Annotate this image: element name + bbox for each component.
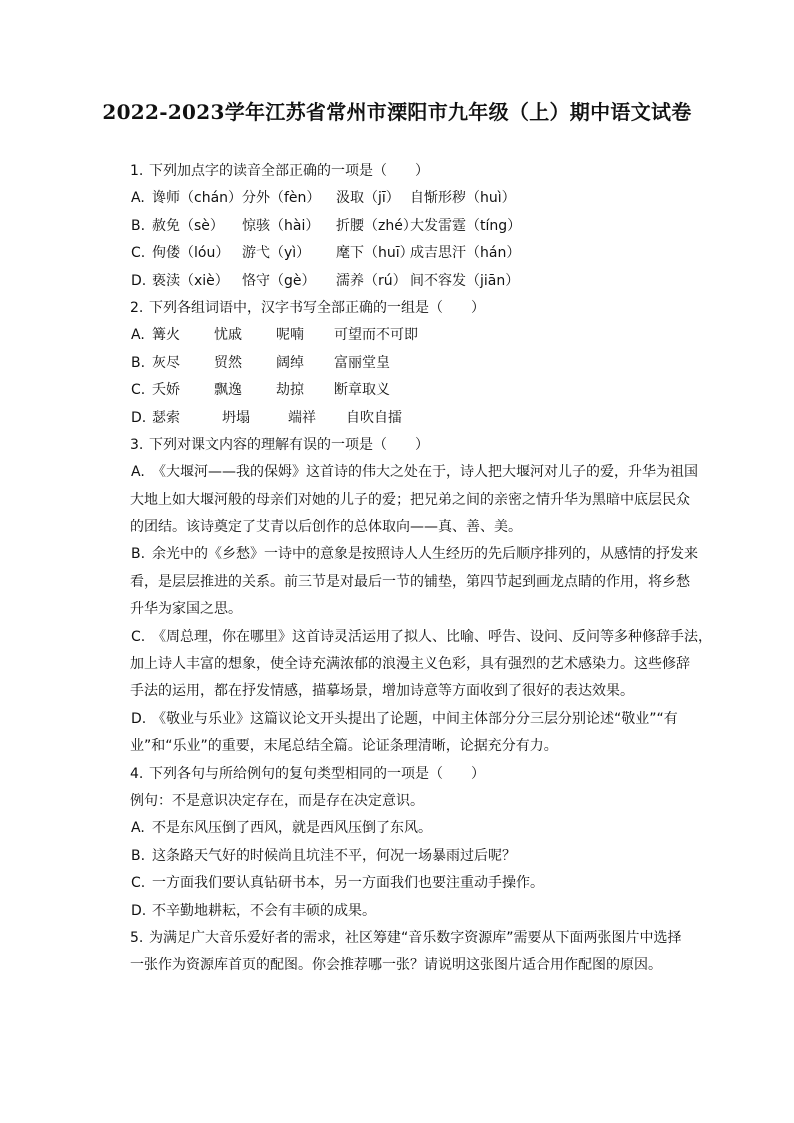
q4-option-b <box>130 843 690 870</box>
option-term: 成吉思汗（hán） <box>410 245 521 262</box>
option-term: 自吹自擂 <box>346 409 402 426</box>
option-term: 惊骇（hài） <box>242 217 320 234</box>
option-term: 大发雷霆（tíng） <box>410 217 522 234</box>
option-text-line: 《大堰河——我的保姆》这首诗的伟大之处在于，诗人把大堰河对儿子的爱，升华为祖国 <box>152 464 698 481</box>
option-letter: B. <box>131 354 146 371</box>
q2-option-c <box>130 377 690 404</box>
option-letter: A. <box>131 190 145 207</box>
option-text: 一方面我们要认真钻研书本，另一方面我们也要注重动手操作。 <box>152 875 544 892</box>
option-letter: C. <box>131 245 146 262</box>
option-term: 麾下（huī） <box>336 245 414 262</box>
option-text: 不辛勤地耕耘，不会有丰硕的成果。 <box>152 902 376 919</box>
option-term: 间不容发（jiān） <box>410 272 520 289</box>
question-3-stem <box>130 432 690 459</box>
option-text: 这条路天气好的时候尚且坑洼不平，何况一场暴雨过后呢？ <box>152 847 516 864</box>
option-term: 灰尽 <box>152 354 180 371</box>
question-number: 4. <box>130 765 144 782</box>
option-term: 分外（fèn） <box>242 190 321 207</box>
question-text: 下列对课文内容的理解有误的一项是（ ） <box>149 436 429 453</box>
option-letter: B. <box>131 546 146 563</box>
option-term: 篝火 <box>152 327 180 344</box>
question-1-stem <box>130 158 690 185</box>
option-letter: B. <box>131 217 146 234</box>
option-letter: A. <box>131 464 145 481</box>
question-text: 下列各句与所给例句的复句类型相同的一项是（ ） <box>149 765 485 782</box>
question-4-stem <box>130 761 690 788</box>
q4-option-a <box>130 815 690 842</box>
option-text-line: 加上诗人丰富的想象，使全诗充满浓郁的浪漫主义色彩，具有强烈的艺术感染力。这些修辞 <box>130 656 690 673</box>
option-term: 忧戚 <box>214 327 242 344</box>
q4-example: 例句：不是意识决定存在，而是存在决定意识。 <box>130 792 424 809</box>
option-term: 劫掠 <box>276 382 304 399</box>
q1-option-c <box>130 240 690 267</box>
option-letter: C. <box>131 382 146 399</box>
option-text: 不是东风压倒了西风，就是西风压倒了东风。 <box>152 820 432 837</box>
option-letter: B. <box>131 847 146 864</box>
q3-option-c <box>130 624 712 706</box>
option-letter: C. <box>131 875 146 892</box>
option-letter: D. <box>131 409 147 426</box>
q4-option-d <box>130 898 690 925</box>
option-text-line: 大地上如大堰河般的母亲们对她的儿子的爱；把兄弟之间的亲密之情升华为黑暗中底层民众 <box>130 491 690 508</box>
question-text: 下列加点字的读音全部正确的一项是（ ） <box>149 163 429 179</box>
option-term: 佝偻（lóu） <box>152 245 230 262</box>
page-title: 2022-2023学年江苏省常州市溧阳市九年级（上）期中语文试卷 <box>102 100 692 124</box>
q4-option-c <box>130 870 690 897</box>
q1-option-a <box>130 185 690 212</box>
q2-option-b <box>130 350 690 377</box>
option-term: 夭娇 <box>152 382 180 399</box>
question-2-stem <box>130 295 690 322</box>
question-5-stem-continued: 一张作为资源库首页的配图。你会推荐哪一张？请说明这张图片适合用作配图的原因。 <box>130 957 662 974</box>
option-text-line: 的团结。该诗奠定了艾青以后创作的总体取向——真、善、美。 <box>130 519 522 536</box>
q1-option-d <box>130 268 690 295</box>
option-text-line: 《周总理，你在哪里》这首诗灵活运用了拟人、比喻、呼告、设问、反问等多种修辞手法， <box>152 628 712 645</box>
option-term: 赦免（sè） <box>152 217 224 234</box>
option-letter: D. <box>131 272 147 289</box>
question-number: 2. <box>130 299 144 316</box>
option-term: 飘逸 <box>214 382 242 399</box>
question-text: 下列各组词语中，汉字书写全部正确的一组是（ ） <box>149 299 485 316</box>
option-term: 汲取（jī） <box>336 190 400 207</box>
q3-option-d <box>130 706 690 761</box>
option-term: 瑟索 <box>152 409 180 426</box>
option-letter: A. <box>131 327 145 344</box>
option-term: 恪守（gè） <box>242 272 316 289</box>
option-term: 濡养（rú） <box>336 272 407 289</box>
option-letter: D. <box>131 710 147 727</box>
option-text-line: 余光中的《乡愁》一诗中的意象是按照诗人人生经历的先后顺序排列的，从感情的抒发来 <box>152 546 698 563</box>
q3-option-b <box>130 541 698 623</box>
option-term: 游弋（yì） <box>242 245 311 262</box>
q2-option-a <box>130 322 690 349</box>
option-letter: D. <box>131 902 147 919</box>
q1-option-b <box>130 213 690 240</box>
option-term: 自惭形秽（huì） <box>410 190 516 207</box>
option-term: 富丽堂皇 <box>334 354 390 371</box>
question-5-stem <box>130 925 690 952</box>
option-letter: C. <box>131 628 146 645</box>
question-number: 5. <box>130 929 144 946</box>
q3-option-a <box>130 459 698 541</box>
question-number: 3. <box>130 436 144 453</box>
option-term: 可望而不可即 <box>334 327 418 344</box>
question-text: 为满足广大音乐爱好者的需求，社区筹建“音乐数字资源库”需要从下面两张图片中选择 <box>149 929 682 946</box>
option-term: 阔绰 <box>276 354 304 371</box>
option-text-line: 业”和“乐业”的重要，末尾总结全篇。论证条理清晰，论据充分有力。 <box>130 738 558 755</box>
option-text-line: 手法的运用，都在抒发情感，描摹场景，增加诗意等方面收到了很好的表达效果。 <box>130 683 634 700</box>
question-number: 1. <box>130 163 144 179</box>
option-term: 呢喃 <box>276 327 304 344</box>
option-letter: A. <box>131 820 145 837</box>
option-term: 贸然 <box>214 354 242 371</box>
option-term: 折腰（zhé） <box>336 217 417 234</box>
option-term: 亵渎（xiè） <box>152 272 229 289</box>
option-term: 端祥 <box>288 409 316 426</box>
q2-option-d <box>130 405 690 432</box>
question-list <box>130 158 712 980</box>
option-text-line: 看，是层层推进的关系。前三节是对最后一节的铺垫，第四节起到画龙点睛的作用，将乡愁 <box>130 573 690 590</box>
option-text-line: 升华为家国之思。 <box>130 601 242 618</box>
option-term: 谗师（chán） <box>152 190 243 207</box>
option-term: 坍塌 <box>222 409 250 426</box>
option-term: 断章取义 <box>334 382 390 399</box>
option-text-line: 《敬业与乐业》这篇议论文开头提出了论题，中间主体部分分三层分别论述“敬业”“有 <box>152 710 678 727</box>
